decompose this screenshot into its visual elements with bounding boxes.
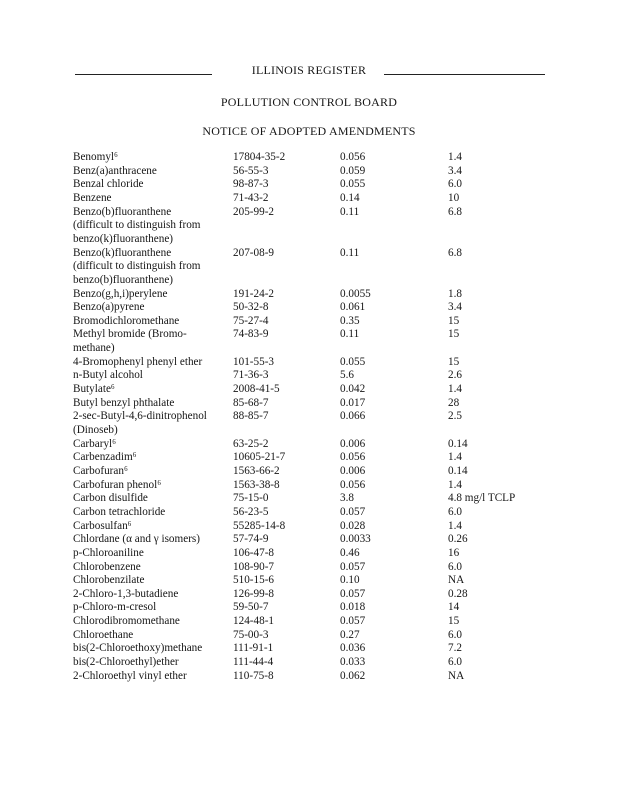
constituent-name: Carbon disulfide (73, 492, 148, 505)
constituent-name-continued: benzo(b)fluoranthene) (73, 273, 174, 286)
cas-number: 205-99-2 (233, 205, 275, 218)
constituent-name: Chlordane (α and γ isomers) (73, 533, 201, 546)
cas-number: 101-55-3 (233, 355, 275, 368)
constituent-name-continued: methane) (73, 342, 115, 355)
wastewater-standard: 0.057 (340, 587, 366, 600)
cas-number: 1563-66-2 (233, 464, 280, 477)
nonwastewater-standard: 1.8 (448, 287, 462, 300)
cas-number: 75-27-4 (233, 314, 269, 327)
cas-number: 510-15-6 (233, 574, 275, 587)
register-title: ILLINOIS REGISTER (251, 63, 367, 77)
wastewater-standard: 0.0033 (340, 533, 371, 546)
constituent-name: Chlorobenzilate (73, 574, 145, 587)
nonwastewater-standard: NA (448, 669, 465, 682)
board-title: POLLUTION CONTROL BOARD (220, 95, 398, 109)
constituent-name: Carbaryl⁶ (73, 437, 117, 450)
constituent-name: Benzo(k)fluoranthene (73, 246, 172, 259)
wastewater-standard: 0.066 (340, 410, 366, 423)
wastewater-standard: 0.036 (340, 642, 366, 655)
cas-number: 74-83-9 (233, 328, 269, 341)
constituent-name-continued: (Dinoseb) (73, 424, 118, 436)
cas-number: 56-55-3 (233, 164, 269, 177)
wastewater-standard: 0.11 (340, 205, 360, 218)
constituent-name-continued: (difficult to distinguish from (73, 219, 201, 232)
cas-number: 71-36-3 (233, 369, 269, 382)
wastewater-standard: 0.057 (340, 560, 366, 573)
nonwastewater-standard: 15 (448, 314, 460, 327)
nonwastewater-standard: 6.0 (448, 656, 462, 669)
wastewater-standard: 0.056 (340, 478, 366, 491)
nonwastewater-standard: 6.0 (448, 178, 462, 191)
constituent-name: Benzo(a)pyrene (73, 301, 145, 314)
wastewater-standard: 0.018 (340, 601, 366, 614)
constituent-name: p-Chloro-m-cresol (73, 601, 157, 614)
nonwastewater-standard: 15 (448, 328, 460, 341)
nonwastewater-standard: 0.28 (448, 587, 468, 600)
constituent-name: Methyl bromide (Bromo- (73, 328, 187, 341)
nonwastewater-standard: 6.0 (448, 628, 462, 641)
wastewater-standard: 0.056 (340, 451, 366, 464)
constituent-name: n-Butyl alcohol (73, 369, 143, 382)
wastewater-standard: 0.056 (340, 151, 366, 163)
nonwastewater-standard: 0.26 (448, 533, 468, 546)
cas-number: 126-99-8 (233, 587, 275, 600)
cas-number: 108-90-7 (233, 560, 275, 573)
nonwastewater-standard: 6.8 (448, 205, 462, 218)
cas-number: 50-32-8 (233, 301, 269, 314)
nonwastewater-standard: 1.4 (448, 383, 462, 396)
constituent-name: Benzo(g,h,i)perylene (73, 287, 168, 300)
wastewater-standard: 0.0055 (340, 287, 371, 300)
cas-number: 17804-35-2 (233, 151, 286, 163)
wastewater-standard: 0.017 (340, 396, 366, 409)
constituent-name: p-Chloroaniline (73, 546, 144, 559)
constituent-name: Carbosulfan⁶ (73, 519, 132, 532)
wastewater-standard: 0.061 (340, 301, 366, 314)
constituent-name: bis(2-Chloroethoxy)methane (73, 642, 203, 655)
constituent-name: bis(2-Chloroethyl)ether (73, 656, 179, 669)
notice-title: NOTICE OF ADOPTED AMENDMENTS (202, 124, 416, 138)
nonwastewater-standard: 15 (448, 615, 460, 628)
constituent-name: 4-Bromophenyl phenyl ether (73, 355, 203, 368)
nonwastewater-standard: 1.4 (448, 519, 462, 532)
constituent-name-continued: (difficult to distinguish from (73, 260, 201, 273)
nonwastewater-standard: 6.0 (448, 505, 462, 518)
wastewater-standard: 0.006 (340, 464, 366, 477)
cas-number: 75-00-3 (233, 628, 269, 641)
nonwastewater-standard: 4.8 mg/l TCLP (448, 492, 516, 505)
constituent-name: Carbofuran phenol⁶ (73, 478, 162, 491)
constituent-name: Chlorobenzene (73, 560, 141, 573)
wastewater-standard: 0.006 (340, 437, 366, 450)
wastewater-standard: 0.10 (340, 574, 360, 587)
constituent-name: Benzo(b)fluoranthene (73, 205, 172, 218)
constituent-name: Benzene (73, 191, 112, 204)
cas-number: 124-48-1 (233, 615, 275, 628)
nonwastewater-standard: 10 (448, 191, 460, 204)
wastewater-standard: 0.057 (340, 505, 366, 518)
constituent-name: 2-Chloro-1,3-butadiene (73, 587, 179, 600)
cas-number: 110-75-8 (233, 669, 274, 682)
cas-number: 106-47-8 (233, 546, 275, 559)
nonwastewater-standard: 3.4 (448, 164, 462, 177)
constituent-name-continued: benzo(k)fluoranthene) (73, 232, 174, 245)
wastewater-standard: 0.35 (340, 314, 360, 327)
wastewater-standard: 0.27 (340, 628, 360, 641)
constituent-name: Bromodichloromethane (73, 314, 180, 327)
cas-number: 1563-38-8 (233, 478, 280, 491)
cas-number: 2008-41-5 (233, 383, 280, 396)
cas-number: 57-74-9 (233, 533, 269, 546)
nonwastewater-standard: 3.4 (448, 301, 462, 314)
nonwastewater-standard: 28 (448, 396, 460, 409)
constituent-name: Chloroethane (73, 628, 134, 641)
cas-number: 63-25-2 (233, 437, 269, 450)
wastewater-standard: 0.057 (340, 615, 366, 628)
cas-number: 55285-14-8 (233, 519, 286, 532)
wastewater-standard: 0.055 (340, 355, 366, 368)
cas-number: 88-85-7 (233, 410, 269, 423)
constituent-name: 2-sec-Butyl-4,6-dinitrophenol (73, 410, 207, 423)
nonwastewater-standard: 0.14 (448, 437, 468, 450)
constituent-name: Benomyl⁶ (73, 151, 118, 163)
constituent-name: Butylate⁶ (73, 383, 115, 396)
constituent-name: Benz(a)anthracene (73, 164, 157, 177)
wastewater-standard: 0.46 (340, 546, 360, 559)
cas-number: 10605-21-7 (233, 451, 286, 464)
constituent-name: Carbenzadim⁶ (73, 451, 137, 464)
wastewater-standard: 5.6 (340, 369, 354, 382)
nonwastewater-standard: 1.4 (448, 451, 462, 464)
constituent-name: Carbofuran⁶ (73, 464, 128, 477)
nonwastewater-standard: 7.2 (448, 642, 462, 655)
nonwastewater-standard: 2.5 (448, 410, 462, 423)
cas-number: 71-43-2 (233, 191, 269, 204)
nonwastewater-standard: 2.6 (448, 369, 462, 382)
wastewater-standard: 0.033 (340, 656, 366, 669)
constituent-name: Benzal chloride (73, 178, 144, 191)
cas-number: 98-87-3 (233, 178, 269, 191)
cas-number: 59-50-7 (233, 601, 269, 614)
nonwastewater-standard: 15 (448, 355, 460, 368)
nonwastewater-standard: NA (448, 574, 465, 587)
nonwastewater-standard: 1.4 (448, 478, 462, 491)
wastewater-standard: 0.028 (340, 519, 366, 532)
cas-number: 191-24-2 (233, 287, 275, 300)
nonwastewater-standard: 6.0 (448, 560, 462, 573)
constituent-name: Chlorodibromomethane (73, 615, 180, 628)
cas-number: 85-68-7 (233, 396, 269, 409)
nonwastewater-standard: 14 (448, 601, 460, 614)
nonwastewater-standard: 0.14 (448, 464, 468, 477)
header-rule-right (384, 74, 545, 75)
wastewater-standard: 0.11 (340, 246, 360, 259)
wastewater-standard: 0.14 (340, 191, 360, 204)
constituent-name: Carbon tetrachloride (73, 505, 166, 518)
cas-number: 207-08-9 (233, 246, 275, 259)
wastewater-standard: 0.11 (340, 328, 360, 341)
cas-number: 111-91-1 (233, 642, 274, 655)
constituent-name: 2-Chloroethyl vinyl ether (73, 669, 187, 682)
cas-number: 111-44-4 (233, 656, 274, 669)
wastewater-standard: 3.8 (340, 492, 354, 505)
constituent-name: Butyl benzyl phthalate (73, 396, 175, 409)
wastewater-standard: 0.042 (340, 383, 366, 396)
nonwastewater-standard: 16 (448, 546, 460, 559)
wastewater-standard: 0.059 (340, 164, 366, 177)
nonwastewater-standard: 6.8 (448, 246, 462, 259)
nonwastewater-standard: 1.4 (448, 151, 462, 163)
wastewater-standard: 0.062 (340, 669, 366, 682)
cas-number: 56-23-5 (233, 505, 269, 518)
wastewater-standard: 0.055 (340, 178, 366, 191)
cas-number: 75-15-0 (233, 492, 269, 505)
